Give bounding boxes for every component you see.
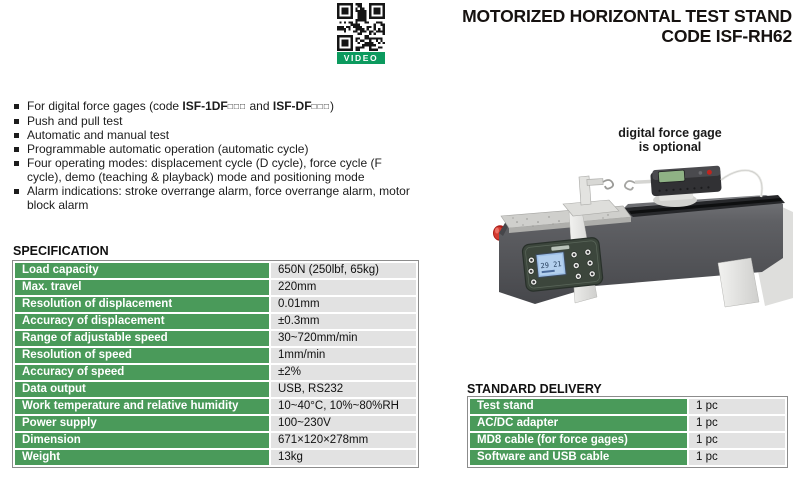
table-row (15, 450, 416, 465)
table-row (470, 433, 785, 448)
product-image-test-stand (463, 100, 800, 315)
table-row (15, 399, 416, 414)
table-row (15, 416, 416, 431)
features-list (12, 99, 412, 212)
spec-value-cell: 650N (250lbf, 65kg) (271, 263, 416, 278)
table-row (15, 280, 416, 295)
spec-label-cell: Dimension (15, 433, 269, 448)
fixture-bracket (563, 176, 619, 216)
feature-text-segment: For digital force gages (code (27, 99, 183, 113)
spec-label-cell: Accuracy of displacement (15, 314, 269, 329)
feature-text-segment: □□□ (311, 101, 330, 111)
spec-value-cell: ±2% (271, 365, 416, 380)
feature-text-segment: ISF-DF (272, 99, 312, 113)
gage-hook-icon (625, 181, 635, 190)
specification-table (12, 260, 419, 468)
table-row (15, 263, 416, 278)
delivery-qty-cell: 1 pc (689, 433, 785, 448)
spec-label-cell: Resolution of displacement (15, 297, 269, 312)
table-row (15, 314, 416, 329)
spec-label-cell: Range of adjustable speed (15, 331, 269, 346)
spec-value-cell: 10~40°C, 10%~80%RH (271, 399, 416, 414)
caption-line1: digital force gage (618, 126, 722, 140)
delivery-table-body (470, 399, 785, 465)
feature-text-segment: Four operating modes: displacement cycle (D cycle), force cycle (F cycle), demo (teaching & playback) mode and positioning mode (27, 156, 382, 184)
spec-label-cell: Max. travel (15, 280, 269, 295)
feature-text-segment: Programmable automatic operation (automatic cycle) (27, 142, 309, 156)
spec-label-cell: Load capacity (15, 263, 269, 278)
spec-value-cell: 0.01mm (271, 297, 416, 312)
delivery-qty-cell: 1 pc (689, 416, 785, 431)
spec-value-cell: ±0.3mm (271, 314, 416, 329)
delivery-qty-cell: 1 pc (689, 399, 785, 414)
delivery-item-cell: Test stand (470, 399, 687, 414)
feature-text-segment: and (246, 99, 273, 113)
spec-label-cell: Data output (15, 382, 269, 397)
spec-value-cell: 671×120×278mm (271, 433, 416, 448)
qr-code-icon (337, 3, 385, 51)
feature-text-segment: □□□ (227, 101, 247, 111)
feature-text-segment: Alarm indications: stroke overrange alarm, force overrange alarm, motor block alarm (27, 184, 410, 212)
spec-value-cell: 1mm/min (271, 348, 416, 363)
page-title (462, 6, 792, 46)
feature-item (12, 184, 412, 212)
feature-text-segment: ) (329, 99, 334, 113)
delivery-table (467, 396, 788, 468)
table-row (470, 450, 785, 465)
feature-item (12, 114, 412, 128)
specification-heading: SPECIFICATION (13, 244, 109, 258)
page-title-line2: CODE ISF-RH62 (661, 26, 792, 46)
delivery-item-cell: Software and USB cable (470, 450, 687, 465)
delivery-qty-cell: 1 pc (689, 450, 785, 465)
feature-item (12, 142, 412, 156)
feature-text-segment: Automatic and manual test (27, 128, 170, 142)
delivery-item-cell: AC/DC adapter (470, 416, 687, 431)
table-row (15, 365, 416, 380)
spec-value-cell: 13kg (271, 450, 416, 465)
spec-value-cell: USB, RS232 (271, 382, 416, 397)
page-title-line1: MOTORIZED HORIZONTAL TEST STAND (462, 6, 792, 26)
spec-value-cell: 100~230V (271, 416, 416, 431)
table-row (15, 297, 416, 312)
video-badge: VIDEO (337, 52, 385, 64)
spec-label-cell: Work temperature and relative humidity (15, 399, 269, 414)
delivery-heading: STANDARD DELIVERY (467, 382, 602, 396)
spec-value-cell: 220mm (271, 280, 416, 295)
panel-lcd-value: 29 21 (540, 260, 562, 271)
feature-text-segment: ISF-1DF (182, 99, 228, 113)
feature-text-segment: Push and pull test (27, 114, 123, 128)
control-panel (522, 237, 603, 292)
table-row (15, 382, 416, 397)
table-row (15, 348, 416, 363)
feature-item (12, 128, 412, 142)
bracket-hook-icon (603, 180, 613, 189)
feature-item (12, 99, 412, 114)
gage-display (658, 170, 685, 183)
spec-value-cell: 30~720mm/min (271, 331, 416, 346)
table-row (15, 331, 416, 346)
spec-label-cell: Power supply (15, 416, 269, 431)
spec-label-cell: Resolution of speed (15, 348, 269, 363)
spec-label-cell: Accuracy of speed (15, 365, 269, 380)
feature-item (12, 156, 412, 184)
caption-line2: is optional (638, 140, 702, 154)
table-row (470, 416, 785, 431)
gage-cable (721, 170, 762, 197)
specification-table-body (15, 263, 416, 465)
delivery-item-cell: MD8 cable (for force gages) (470, 433, 687, 448)
spec-label-cell: Weight (15, 450, 269, 465)
digital-force-gage (650, 166, 722, 197)
table-row (470, 399, 785, 414)
table-row (15, 433, 416, 448)
